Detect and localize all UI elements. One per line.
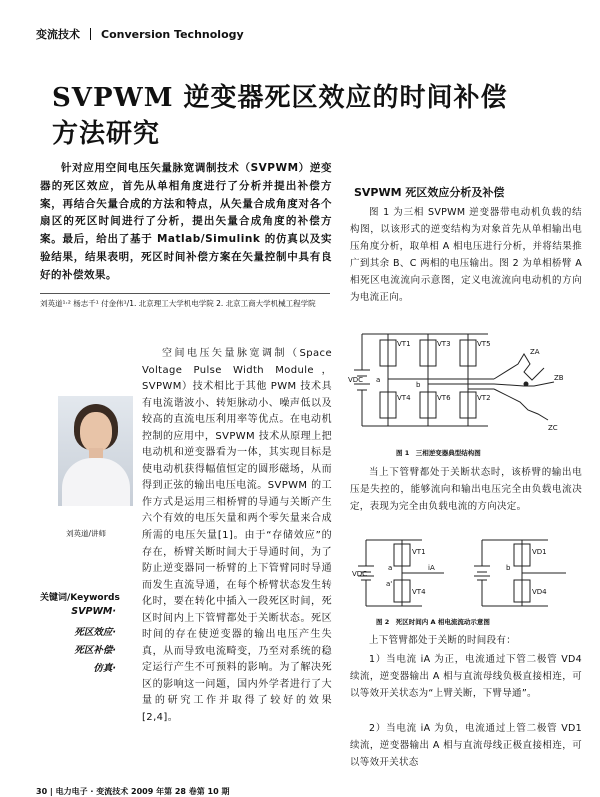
fig2-label: VT4 [412,588,426,596]
section-header [36,26,244,42]
keyword: 死区效应· [74,627,116,638]
photo-caption: 刘英道/讲师 [66,529,107,538]
paragraph: 当上下管臂都处于关断状态时，该桥臂的输出电压是失控的，能够流向和输出电压完全由负载电流决定，表现为完全由负载电流的方向决定。 [350,467,582,512]
section-name-cn: 变流技术 [36,28,80,41]
figure-2-caption: 图 2 死区时间内 A 相电流流动示意图 [376,618,490,626]
fig1-label: ZA [530,348,540,356]
fig1-label: VT6 [437,394,451,402]
fig2-label: VD1 [532,548,547,556]
keyword: 仿真· [93,663,116,674]
fig2-label: b [506,564,511,572]
author-photo [58,396,133,506]
section-name-en: Conversion Technology [101,28,244,41]
paragraph: 图 1 为三相 SVPWM 逆变器带电动机负载的结构图，以该形式的逆变结构为对象首先从单相输出电压角度分析，取单相 A 相电压进行分析，并将结果推广到其余 B、C 两相的电压输出。图 2 为单相桥臂 A 相死区电流流向示意图，定义电流流向电动机的方向为电流正向。 [350,207,582,303]
keyword: SVPWM· [71,606,116,617]
fig1-label: a [376,376,381,384]
figure-2-current-flow-diagram [352,536,580,610]
fig1-label: VT5 [477,340,491,348]
fig1-label: ZC [548,424,558,432]
paragraph: 1）当电流 iA 为正，电流通过下管二极管 VD4 续流，逆变器输出 A 相与直流母线负极直接相连，可以等效开关状态为“上臂关断，下臂导通”。 [350,654,582,699]
fig2-label: iA [428,564,435,572]
page-footer: 30 | 电力电子 · 变流技术 2009 年第 28 卷第 10 期 [36,787,230,796]
fig2-label: a' [386,580,393,588]
section-heading: SVPWM 死区效应分析及补偿 [354,186,505,199]
figure-1-inverter-diagram [348,324,580,436]
fig1-label: ZB [554,374,564,382]
abstract-divider [40,293,330,294]
paragraph: 2）当电流 iA 为负，电流通过上管二极管 VD1 续流，逆变器输出 A 相与直流母线正极直接相连，可以等效开关状态 [350,723,582,768]
fig2-label: VD4 [532,588,547,596]
abstract: 针对应用空间电压矢量脉宽调制技术（SVPWM）逆变器的死区效应，首先从单相角度进行了分析并提出补偿方案，再结合矢量合成的方法和特点，从矢量合成角度对各个扇区的死区时间进行了分析，提出矢量合成角度的补偿方案。最后，给出了基于 Matlab/Simulink 的仿真以及实验结果，结果表明，死区时间补偿方案在矢量控制中具有良好的补偿效果。 [40,162,332,281]
fig1-label: VT2 [477,394,491,402]
fig1-label: VDC [348,376,364,384]
figure-1-caption: 图 1 三相逆变器典型结构图 [396,449,481,457]
fig2-label: VDC [352,570,368,578]
keyword: 死区补偿· [74,645,116,656]
fig1-label: VT3 [437,340,451,348]
intro-paragraph: 空间电压矢量脉宽调制（Space Voltage Pulse Width Module，SVPWM）技术相比于其他 PWM 技术具有电流谐波小、转矩脉动小、噪声低以及较高的直流电压利用率等优点。在电动机控制的应用中，SVPWM 技术从原理上把电动机和逆变器看为一体，其实现目标是使电动机获得幅值恒定的圆形磁场，从而得到正弦的输出电压电流。SVPWM 的工作方式是运用三相桥臂的导通与关断产生六个有效的电压矢量和两个零矢量来合成所需的电压矢量[1]。由于“存储效应”的存在，桥臂关断时间大于导通时间，为了防止逆变器同一桥臂的上下管臂同时导通而发生直流导通，在每个桥臂状态发生转化时，要在转化中插入一段死区时间，死区时间内上下管臂都处于关断状态。死区时间的存在使逆变器的输出电压产生失真，从而导致电流畸变，乃至对系统的稳定运行产生不可预料的影响。为了解决死区的影响这一问题，国内外学者进行了大量的研究工作并取得了较好的效果[2,4]。 [142,348,332,724]
fig2-label: a [388,564,393,572]
fig1-label: b [416,381,421,389]
fig1-label: VT1 [397,340,411,348]
keywords-heading: 关键词/Keywords [40,593,120,603]
header-divider [90,28,91,40]
article-title: SVPWM 逆变器死区效应的时间补偿方法研究 [52,83,508,149]
author-affiliation: 刘英道¹·² 杨志千¹ 付金伟¹/1. 北京理工大学机电学院 2. 北京工商大学机械工程学院 [40,299,316,308]
paragraph: 上下管臂都处于关断的时间段有： [369,635,517,646]
fig1-label: VT4 [397,394,411,402]
fig2-label: VT1 [412,548,426,556]
